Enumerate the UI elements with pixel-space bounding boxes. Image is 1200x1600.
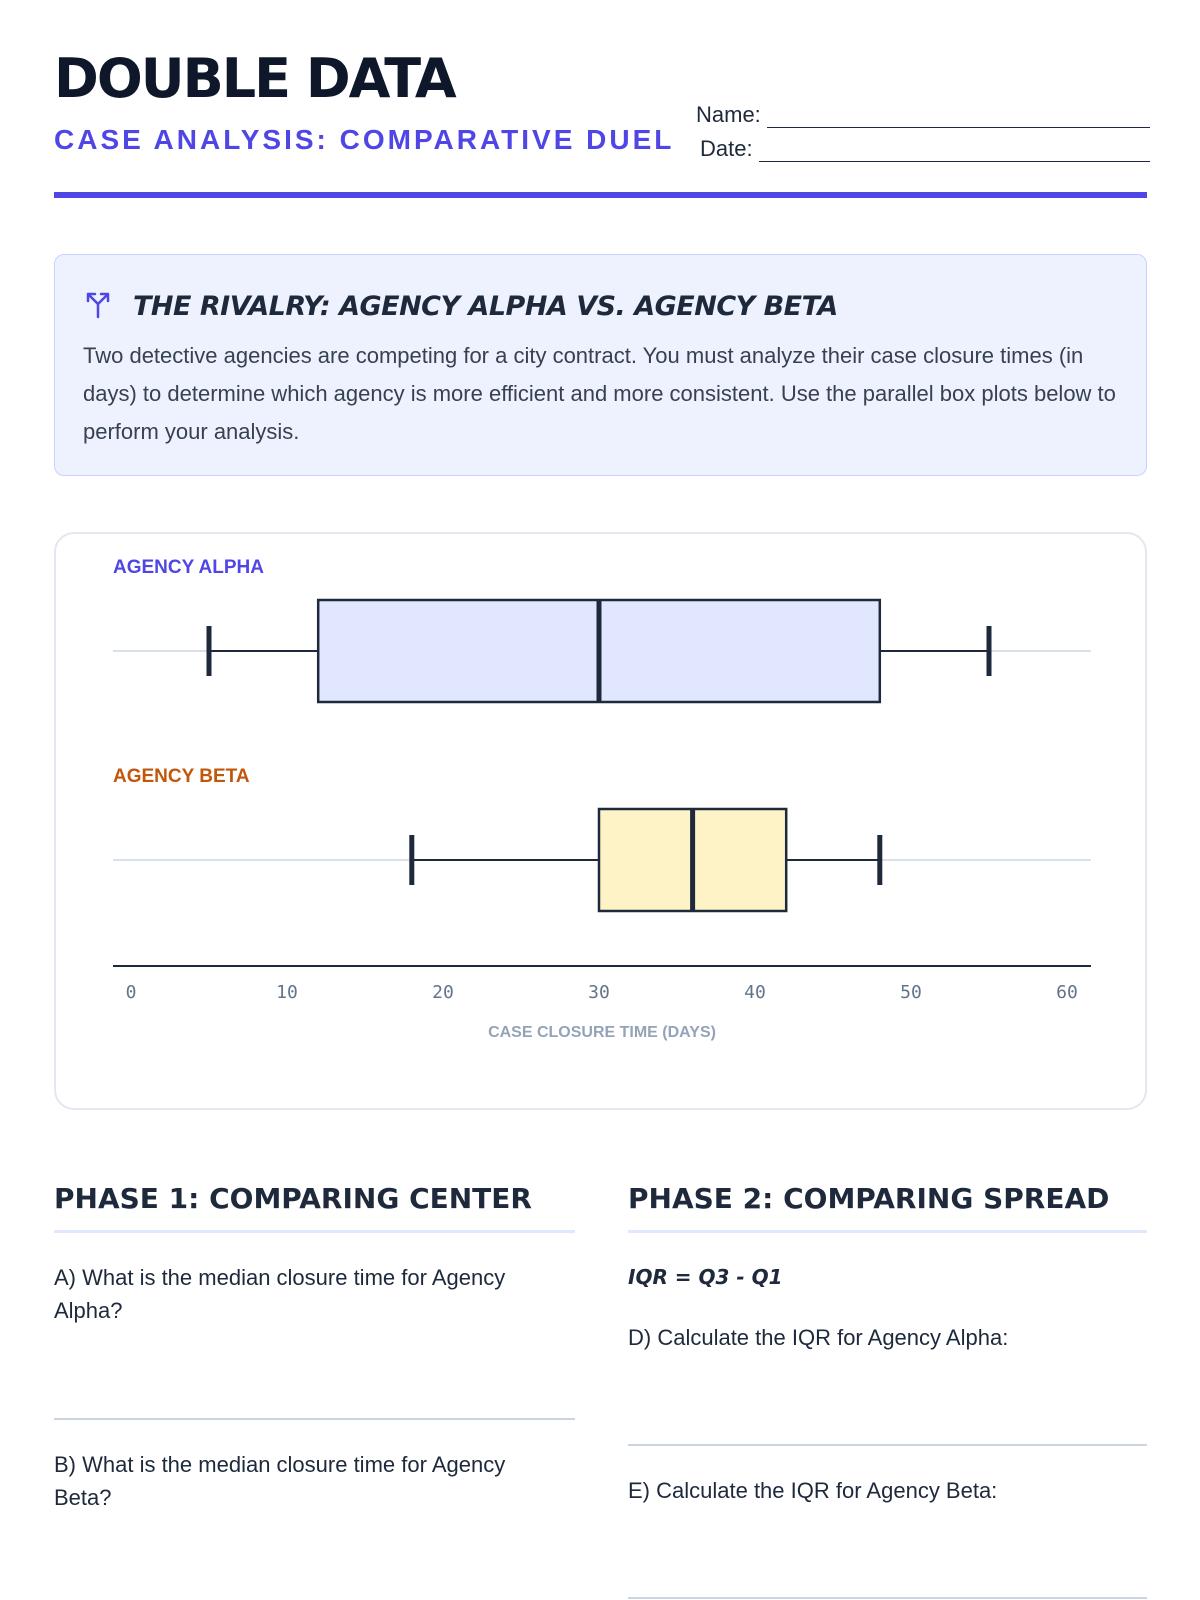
box-plot-chart: [56, 534, 1149, 1112]
x-axis-label: CASE CLOSURE TIME (DAYS): [488, 1024, 716, 1041]
question-d: D) Calculate the IQR for Agency Alpha:: [628, 1325, 1009, 1350]
intro-body: Two detective agencies are competing for a city contract. You must analyze their case closure times (in days) to determine which agency is more efficient and more consistent. Use the parallel box plots below to perform your analysis.: [83, 343, 1116, 444]
name-field-row: [696, 102, 1150, 128]
x-tick-label: 50: [900, 982, 922, 1003]
x-tick-label: 20: [432, 982, 454, 1003]
page-subtitle: CASE ANALYSIS: COMPARATIVE DUEL: [54, 124, 675, 155]
intro-heading: [83, 289, 838, 324]
answer-line-e[interactable]: [628, 1597, 1147, 1599]
phase2-divider: [628, 1230, 1147, 1233]
agency-beta-label: AGENCY BETA: [113, 766, 250, 787]
page-title: DOUBLE DATA: [54, 47, 455, 110]
x-tick-label: 30: [588, 982, 610, 1003]
question-e: E) Calculate the IQR for Agency Beta:: [628, 1478, 998, 1503]
date-field[interactable]: [759, 143, 1150, 162]
name-field[interactable]: [767, 109, 1150, 128]
date-label: Date:: [700, 136, 753, 161]
date-field-row: [700, 136, 1150, 162]
x-tick-label: 10: [276, 982, 298, 1003]
question-b: B) What is the median closure time for Agency Beta?: [54, 1452, 506, 1510]
answer-line-d[interactable]: [628, 1444, 1147, 1446]
intro-title: THE RIVALRY: AGENCY ALPHA VS. AGENCY BETA: [133, 291, 838, 322]
x-tick-label: 0: [125, 982, 137, 1003]
split-arrows-icon: [83, 289, 133, 324]
question-a: A) What is the median closure time for Agency Alpha?: [54, 1265, 506, 1323]
box-plot-card: [54, 532, 1147, 1110]
agency-alpha-label: AGENCY ALPHA: [113, 557, 264, 578]
x-tick-label: 40: [744, 982, 766, 1003]
iqr-formula: IQR = Q3 - Q1: [628, 1265, 783, 1289]
intro-box: [54, 254, 1147, 476]
phase1-divider: [54, 1230, 575, 1233]
x-tick-label: 60: [1056, 982, 1078, 1003]
phase2-title: PHASE 2: COMPARING SPREAD: [628, 1182, 1110, 1215]
phase1-title: PHASE 1: COMPARING CENTER: [54, 1182, 532, 1215]
header-divider: [54, 192, 1147, 198]
answer-line-a[interactable]: [54, 1418, 575, 1420]
name-label: Name:: [696, 102, 761, 127]
